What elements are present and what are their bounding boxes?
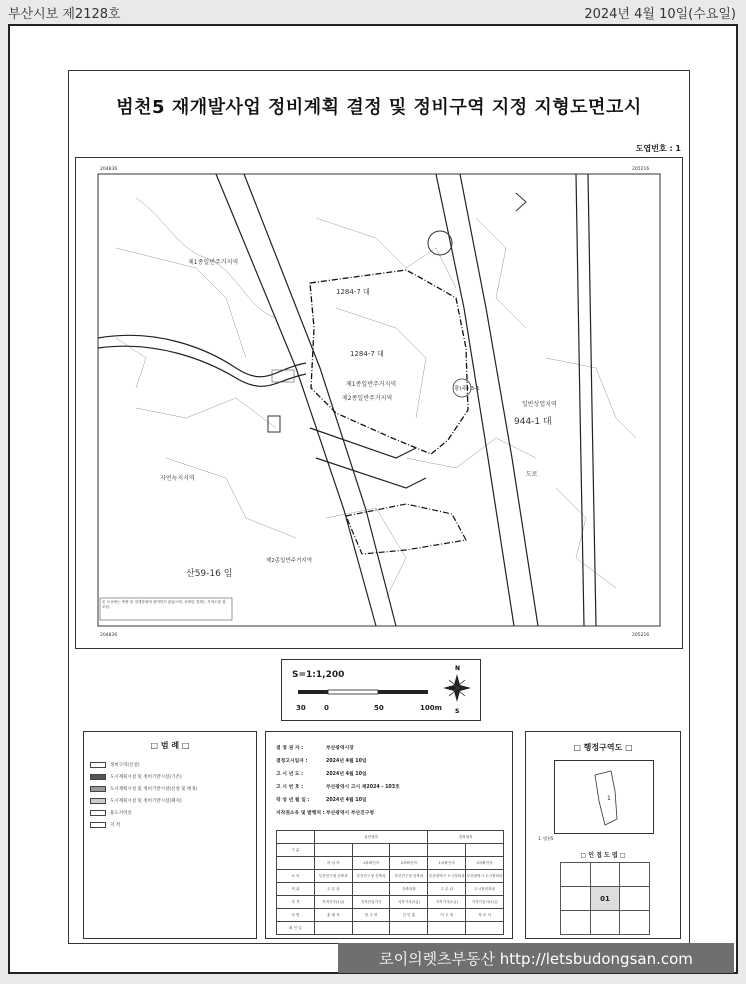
table-cell: 도시정비과장 <box>466 883 504 896</box>
table-cell: 건축과장 <box>390 883 428 896</box>
table-cell: 한 주 연 <box>352 909 390 922</box>
legend-label: 도시계획시설 및 정비기반시설(신설 및 변경) <box>110 787 198 792</box>
table-cell <box>314 844 352 857</box>
scale-box <box>281 659 481 721</box>
grid-cell <box>561 863 591 887</box>
locator-map <box>554 760 654 834</box>
grid-cell <box>590 863 620 887</box>
table-cell: 부산광역시 도시정비과 <box>428 870 466 883</box>
info-value: 부산광역시장 <box>326 746 354 751</box>
table-row <box>277 870 504 883</box>
table-cell: 1차확인자 <box>428 857 466 870</box>
table-cell: 지적산업기사 <box>352 896 390 909</box>
info-line <box>276 770 367 777</box>
legend-swatch <box>90 786 106 792</box>
info-value: 2024년 4월 10일 <box>326 772 367 777</box>
table-cell: 부산진구청 건축과 <box>390 870 428 883</box>
legend-title: □ 범 례 □ <box>150 741 190 750</box>
cadastral-map <box>75 157 683 649</box>
info-value: 부산광역시 고시 제2024 - 103호 <box>326 785 400 790</box>
legend-swatch <box>90 822 106 828</box>
table-cell <box>390 844 428 857</box>
info-label: 고 시 번 호 : <box>276 785 304 790</box>
table-cell <box>428 922 466 935</box>
legend-swatch <box>90 762 106 768</box>
locator-number: 1 <box>607 795 611 802</box>
info-line <box>276 796 367 803</box>
scale-bar <box>282 660 482 722</box>
legend-item <box>90 820 120 830</box>
map-label-zone-c: 제2종일반주거지역 <box>342 395 393 402</box>
table-cell: 부산진구청 건축과 <box>314 870 352 883</box>
table-cell: 지적기사(1급) <box>314 896 352 909</box>
table-row <box>277 909 504 922</box>
gazette-header <box>0 0 746 24</box>
legend-item <box>90 772 182 782</box>
legend-item <box>90 796 182 806</box>
admin-map-title: □ 행정구역도 □ <box>573 743 633 752</box>
info-value: 2024년 4월 10일 <box>326 798 367 803</box>
info-label: 결정고시일자 : <box>276 759 308 764</box>
table-cell: 김 민 훈 <box>390 909 428 922</box>
adjacent-sheet-grid <box>560 862 650 935</box>
info-label: 고 시 년 도 : <box>276 772 304 777</box>
table-group-header: 결정권자 <box>428 831 504 844</box>
table-cell <box>352 883 390 896</box>
grid-cell <box>561 887 591 911</box>
scale-tick-label: 0 <box>324 704 329 712</box>
adjacent-sheet-title: □ 인 접 도 엽 □ <box>580 852 626 859</box>
table-cell: 작 성 자 <box>314 857 352 870</box>
table-cell: 주 무 관 <box>314 883 352 896</box>
table-cell: 지적기사(1급) <box>428 896 466 909</box>
district-outline <box>555 761 655 835</box>
document-title: 범천5 재개발사업 정비계획 결정 및 정비구역 지정 지형도면고시 <box>116 97 642 118</box>
legend-item <box>90 808 132 818</box>
gazette-date: 2024년 4월 10일(수요일) <box>584 6 736 22</box>
map-label-zone-b: 제1종일반주거지역 <box>346 381 397 388</box>
table-cell: 소 속 <box>277 870 315 883</box>
outer-frame <box>8 24 738 974</box>
table-cell <box>352 844 390 857</box>
table-cell: 홍 예 지 <box>314 909 352 922</box>
map-note: 본 도서에는 측량 및 경계결정에 참여하지 않았으며, 상세한 경계는 지적도를 참조함. <box>102 600 226 610</box>
watermark-banner: 로이의렛츠부동산 http://letsbudongsan.com <box>338 943 734 973</box>
map-corner-bl: 204836 <box>100 633 118 638</box>
map-label-zone-a: 제1종일반주거지역 <box>188 259 239 266</box>
info-value: 부산광역시 부산진구청 <box>326 811 375 816</box>
info-label: 지작권소유 및 발행처 : <box>276 811 325 816</box>
table-cell: 확 인 일 <box>277 922 315 935</box>
map-sheet <box>68 70 690 944</box>
table-cell: 이 주 정 <box>428 909 466 922</box>
map-label-lot-c: 944-1 대 <box>514 417 552 427</box>
table-cell <box>466 922 504 935</box>
legend-item <box>90 760 140 770</box>
scale-tick-label: 50 <box>374 704 384 712</box>
info-label: 작 성 년 월 일 : <box>276 798 310 803</box>
table-cell: 정 호 석 <box>466 909 504 922</box>
approval-table <box>276 830 504 935</box>
table-cell: 2차확인자 <box>466 857 504 870</box>
legend-label: 지 적 <box>110 823 121 828</box>
table-row <box>277 883 504 896</box>
legend-swatch <box>90 810 106 816</box>
gazette-issue: 부산시보 제2128호 <box>8 6 121 22</box>
active-sheet-cell: 01 <box>590 887 620 911</box>
map-label-lot-b: 1284-7 대 <box>350 350 384 358</box>
table-cell <box>428 844 466 857</box>
info-line <box>276 809 374 816</box>
south-label: S <box>455 708 460 715</box>
table-cell <box>352 922 390 935</box>
grid-cell <box>620 863 650 887</box>
map-label-zone-f: 제2종일반주거지역 <box>266 558 313 564</box>
table-cell <box>390 922 428 935</box>
locator-legend: 1. 범천5 <box>538 836 554 841</box>
table-cell: 구 분 <box>277 844 315 857</box>
table-cell: 성 명 <box>277 909 315 922</box>
map-corner-tr: 205216 <box>632 167 650 172</box>
table-cell: 2차확인자 <box>390 857 428 870</box>
table-row <box>277 896 504 909</box>
map-label-lot-a: 1284-7 대 <box>336 288 370 296</box>
grid-cell <box>590 911 620 935</box>
legend-label: 도시계획시설 및 정비기반시설(기존) <box>110 775 182 780</box>
map-label-zone-d: 자연녹지지역 <box>160 475 195 482</box>
table-cell: 부산진구청 건축과 <box>352 870 390 883</box>
map-corner-tl: 204836 <box>100 167 118 172</box>
table-row <box>277 922 504 935</box>
cadastral-map-drawing <box>76 158 681 647</box>
legend-panel <box>83 731 257 939</box>
table-cell: 부산광역시 도시정비과 <box>466 870 504 883</box>
legend-item <box>90 784 197 794</box>
sheet-number: 도엽번호 : 1 <box>635 144 681 153</box>
scale-tick-label: 30 <box>296 704 306 712</box>
scale-ratio: S=1:1,200 <box>292 670 345 680</box>
table-cell: 지적기사(1급) <box>390 896 428 909</box>
map-label-zone-e: 일반상업지역 <box>522 401 557 408</box>
grid-cell <box>561 911 591 935</box>
scale-tick-label: 100m <box>420 704 442 712</box>
table-cell: 자 격 <box>277 896 315 909</box>
table-cell: 주 무 관 <box>428 883 466 896</box>
grid-cell <box>620 887 650 911</box>
table-cell <box>277 857 315 870</box>
table-cell: 직 위 <box>277 883 315 896</box>
table-cell <box>466 844 504 857</box>
legend-label: 정비구역(신설) <box>110 763 140 768</box>
info-label: 결 정 권 자 : <box>276 746 304 751</box>
grid-cell <box>620 911 650 935</box>
table-row <box>277 844 504 857</box>
table-cell: 1차확인자 <box>352 857 390 870</box>
table-cell: 지적기술사(1급) <box>466 896 504 909</box>
legend-swatch <box>90 774 106 780</box>
table-row <box>277 857 504 870</box>
north-arrow-icon <box>443 674 471 702</box>
info-line <box>276 783 400 790</box>
table-group-header: 입안권자 <box>314 831 427 844</box>
info-line <box>276 744 354 751</box>
map-label-road: 도로 <box>526 471 538 478</box>
map-label-circle: 광(주) 3-1 <box>454 386 480 392</box>
info-line <box>276 757 367 764</box>
index-panel <box>525 731 681 939</box>
legend-label: 용도지역선 <box>110 811 132 816</box>
north-label: N <box>455 665 461 672</box>
info-panel <box>265 731 513 939</box>
map-corner-br: 205216 <box>632 633 650 638</box>
table-cell <box>314 922 352 935</box>
legend-swatch <box>90 798 106 804</box>
info-value: 2024년 4월 10일 <box>326 759 367 764</box>
map-label-lot-d: 산59-16 임 <box>186 569 233 579</box>
legend-label: 도시계획시설 및 정비기반시설(폐지) <box>110 799 182 804</box>
